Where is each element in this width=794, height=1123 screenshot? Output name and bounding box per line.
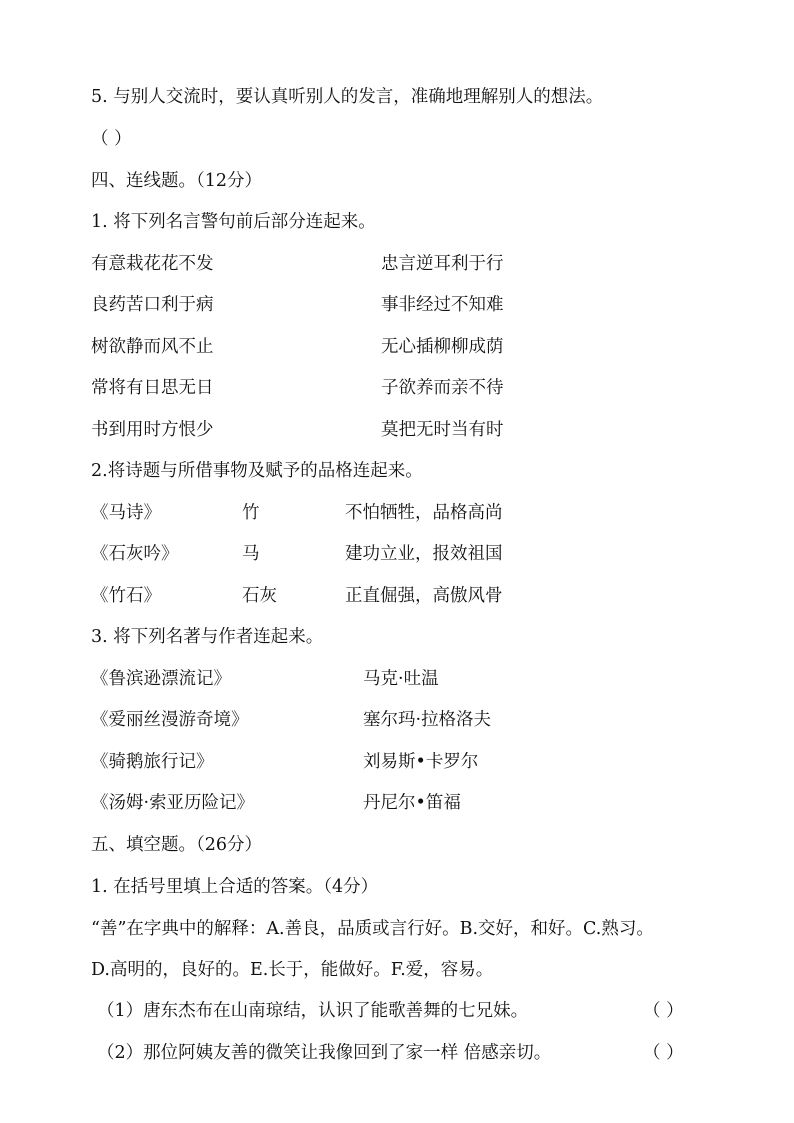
poem-quality: 正直倔强，高傲风骨: [345, 586, 503, 606]
poem-thing: 石灰: [242, 586, 277, 606]
poem-quality: 不怕牺牲，品格高尚: [345, 503, 503, 523]
section-5-heading: 五、填空题。（26分）: [91, 835, 263, 855]
proverb-left: 有意栽花花不发: [91, 254, 214, 274]
answer-parentheses: （ ）: [91, 129, 132, 149]
matching-q3-title: 3. 将下列名著与作者连起来。: [91, 627, 324, 647]
answer-parentheses: （ ）: [643, 1043, 684, 1063]
fill-item: （1）唐东杰布在山南琼结，认识了能歌善舞的七兄妹。: [97, 1001, 529, 1021]
section-4-heading: 四、连线题。（12分）: [91, 171, 263, 191]
book-author: 马克·吐温: [363, 669, 439, 689]
definition-line: D.高明的，良好的。E.长于，能做好。F.爱，容易。: [91, 960, 494, 980]
answer-parentheses: （ ）: [643, 1001, 684, 1021]
proverb-left: 常将有日思无日: [91, 378, 214, 398]
question-5-text: 5. 与别人交流时，要认真听别人的发言，准确地理解别人的想法。: [91, 87, 604, 107]
proverb-right: 事非经过不知难: [381, 295, 504, 315]
book-title: 《爱丽丝漫游奇境》: [91, 710, 249, 730]
book-author: 丹尼尔•笛福: [363, 793, 461, 813]
book-title: 《骑鹅旅行记》: [91, 752, 214, 772]
poem-title: 《马诗》: [91, 503, 161, 523]
fill-item: （2）那位阿姨友善的微笑让我像回到了家一样 倍感亲切。: [97, 1043, 552, 1063]
proverb-right: 莫把无时当有时: [381, 420, 504, 440]
poem-thing: 马: [242, 544, 260, 564]
definition-line: “善”在字典中的解释：A.善良，品质或言行好。B.交好，和好。C.熟习。: [91, 919, 654, 939]
poem-title: 《竹石》: [91, 586, 161, 606]
proverb-right: 忠言逆耳利于行: [381, 254, 504, 274]
book-author: 塞尔玛·拉格洛夫: [363, 710, 492, 730]
poem-quality: 建功立业，报效祖国: [345, 544, 503, 564]
book-author: 刘易斯•卡罗尔: [363, 752, 479, 772]
proverb-left: 书到用时方恨少: [91, 420, 214, 440]
poem-thing: 竹: [242, 503, 260, 523]
book-title: 《鲁滨逊漂流记》: [91, 669, 231, 689]
proverb-left: 树欲静而风不止: [91, 337, 214, 357]
matching-q1-title: 1. 将下列名言警句前后部分连起来。: [91, 212, 376, 232]
poem-title: 《石灰吟》: [91, 544, 179, 564]
matching-q2-title: 2.将诗题与所借事物及赋予的品格连起来。: [91, 461, 423, 481]
proverb-right: 子欲养而亲不待: [381, 378, 504, 398]
proverb-left: 良药苦口利于病: [91, 295, 214, 315]
fill-q1-title: 1. 在括号里填上合适的答案。（4分）: [91, 877, 379, 897]
proverb-right: 无心插柳柳成荫: [381, 337, 504, 357]
book-title: 《汤姆·索亚历险记》: [91, 793, 255, 813]
